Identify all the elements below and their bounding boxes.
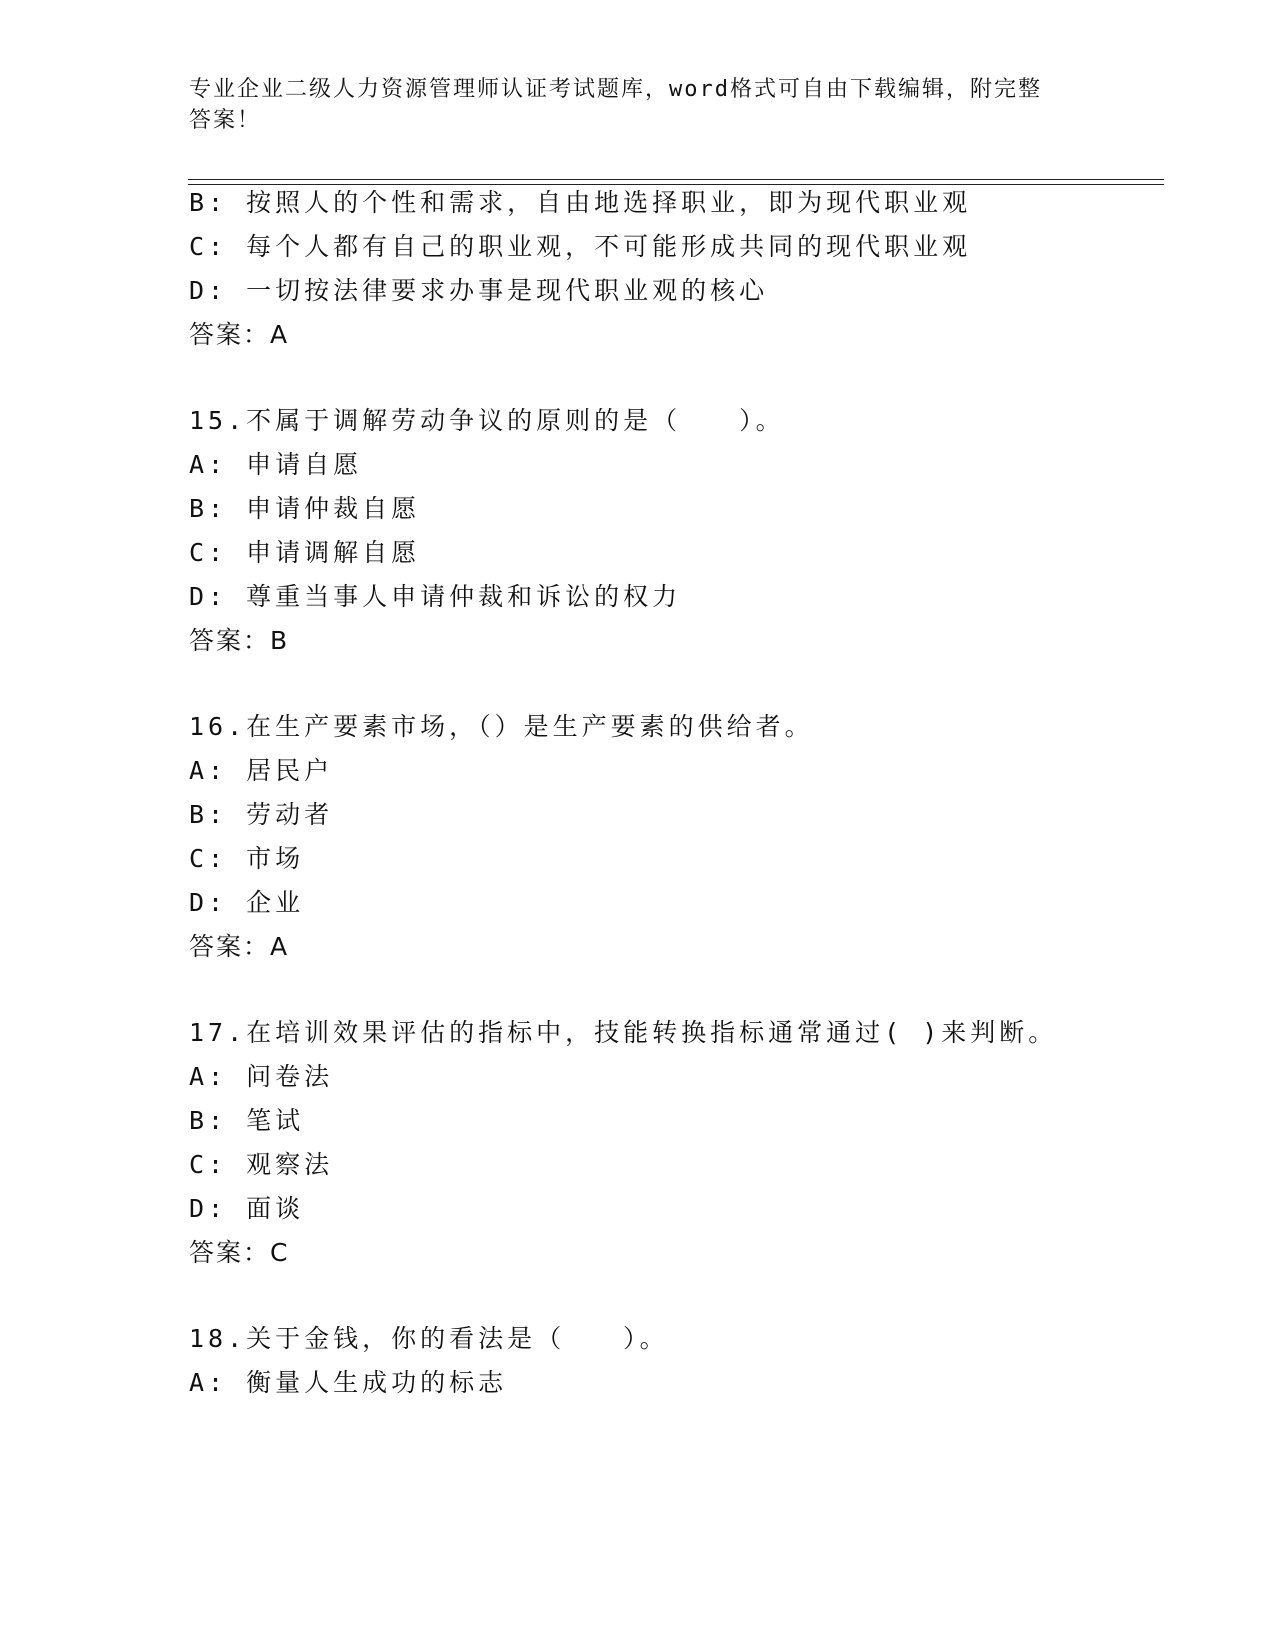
option-d-q17: D: 面谈 bbox=[189, 1194, 305, 1223]
option-d-q14: D: 一切按法律要求办事是现代职业观的核心 bbox=[189, 276, 769, 305]
option-c-q14: C: 每个人都有自己的职业观，不可能形成共同的现代职业观 bbox=[189, 232, 972, 261]
option-a-q17: A: 问卷法 bbox=[189, 1062, 334, 1091]
option-b-q16: B: 劳动者 bbox=[189, 800, 334, 829]
question-16: 16.在生产要素市场，（）是生产要素的供给者。 bbox=[189, 712, 814, 741]
header-line-1: 专业企业二级人力资源管理师认证考试题库，word格式可自由下载编辑，附完整 bbox=[189, 77, 1042, 102]
option-a-q15: A: 申请自愿 bbox=[189, 450, 363, 479]
answer-q15: 答案：B bbox=[189, 626, 290, 655]
answer-q17: 答案：C bbox=[189, 1238, 290, 1267]
question-15: 15.不属于调解劳动争议的原则的是（ ）。 bbox=[189, 406, 785, 435]
question-18: 18.关于金钱，你的看法是（ ）。 bbox=[189, 1324, 669, 1353]
option-a-q16: A: 居民户 bbox=[189, 756, 334, 785]
option-c-q17: C: 观察法 bbox=[189, 1150, 334, 1179]
option-c-q16: C: 市场 bbox=[189, 844, 305, 873]
option-d-q15: D: 尊重当事人申请仲裁和诉讼的权力 bbox=[189, 582, 682, 611]
question-17: 17.在培训效果评估的指标中，技能转换指标通常通过( )来判断。 bbox=[189, 1018, 1058, 1047]
header-divider-top bbox=[188, 179, 1164, 180]
option-b-q17: B: 笔试 bbox=[189, 1106, 305, 1135]
document-header bbox=[189, 74, 1069, 136]
option-c-q15: C: 申请调解自愿 bbox=[189, 538, 421, 567]
option-d-q16: D: 企业 bbox=[189, 888, 305, 917]
answer-q14: 答案：A bbox=[189, 320, 290, 349]
option-b-q15: B: 申请仲裁自愿 bbox=[189, 494, 421, 523]
option-b-q14: B: 按照人的个性和需求，自由地选择职业，即为现代职业观 bbox=[189, 188, 972, 217]
answer-q16: 答案：A bbox=[189, 932, 290, 961]
header-divider-bottom bbox=[188, 184, 1164, 185]
header-line-2: 答案！ bbox=[189, 108, 262, 133]
option-a-q18: A: 衡量人生成功的标志 bbox=[189, 1368, 508, 1397]
